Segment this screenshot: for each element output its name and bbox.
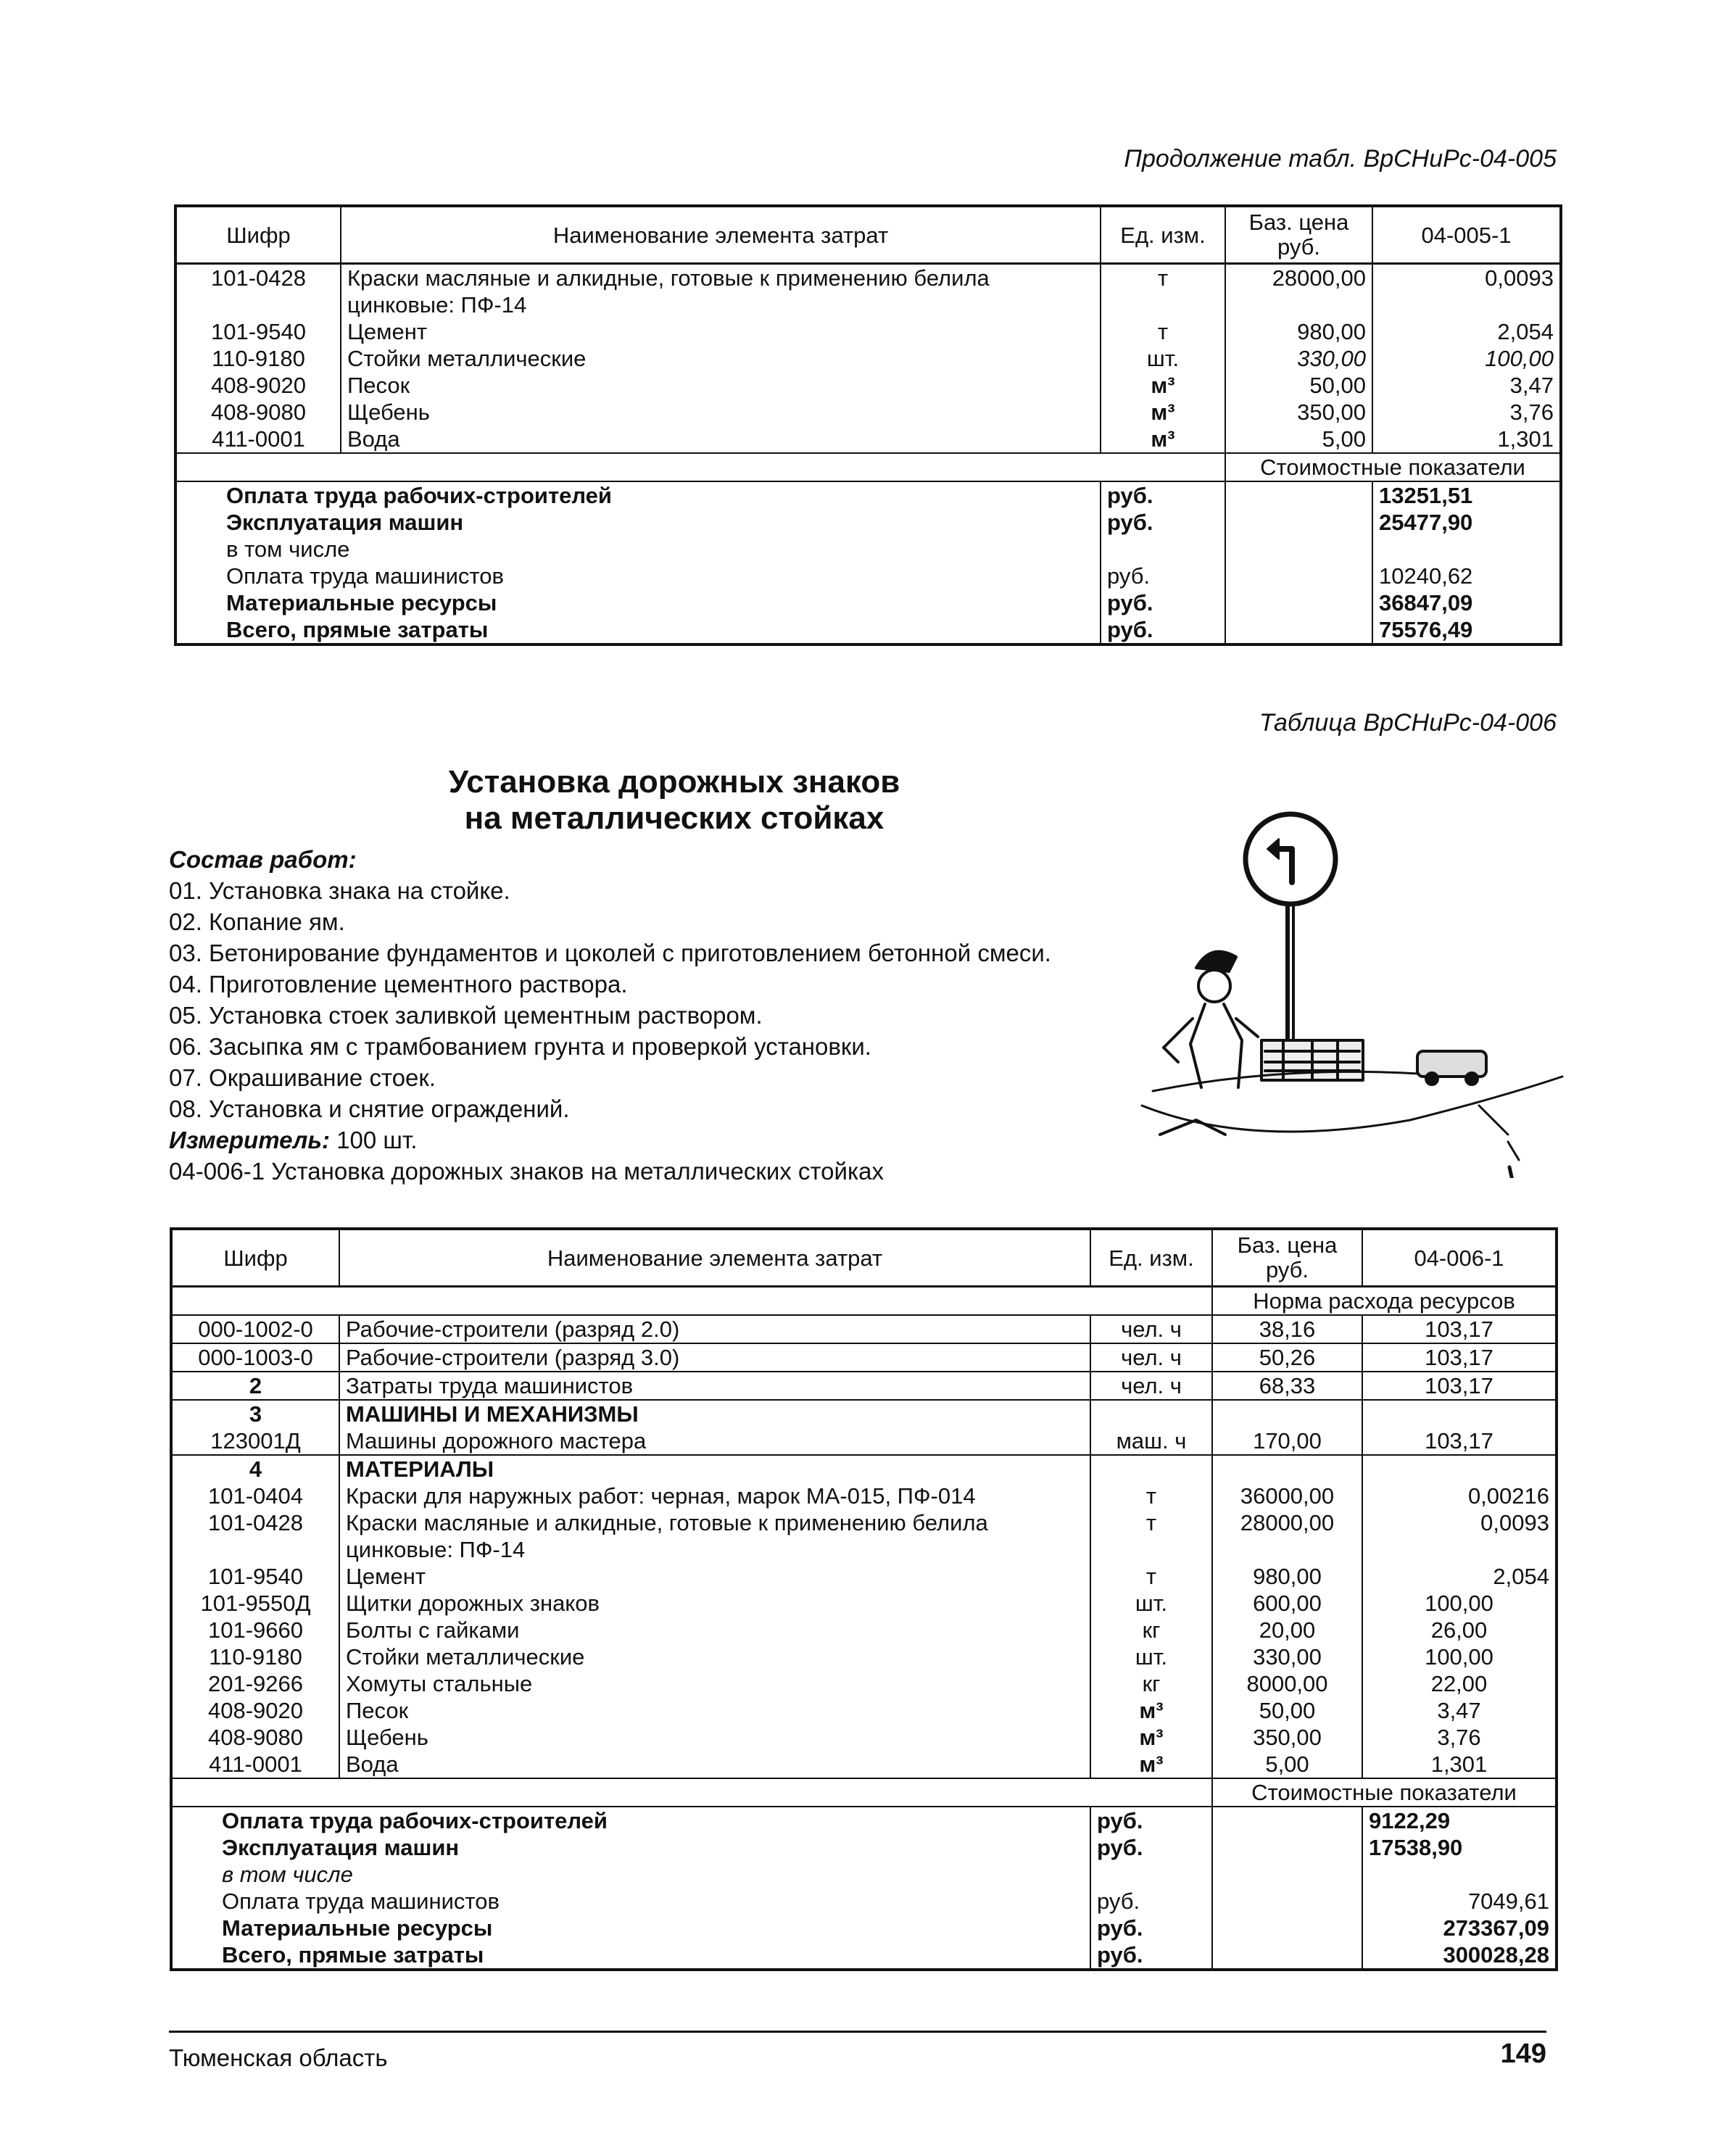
row-code: 201-9266 <box>171 1670 339 1697</box>
section-title <box>377 764 971 837</box>
col-name-header: Наименование элемента затрат <box>341 206 1101 264</box>
col-norm-header: 04-005-1 <box>1372 206 1561 264</box>
row-code: 408-9080 <box>175 399 341 426</box>
footer-region: Тюменская область <box>169 2044 388 2071</box>
cost-unit: руб. <box>1101 481 1225 509</box>
row-value: 103,17 <box>1362 1427 1557 1455</box>
row-value: 0,00216 <box>1362 1483 1557 1509</box>
row-unit: чел. ч <box>1090 1372 1212 1400</box>
measure-label: Измеритель: <box>169 1127 330 1153</box>
row-name: Вода <box>339 1751 1090 1778</box>
cost-row <box>171 1834 1557 1861</box>
row-price: 28000,00 <box>1212 1509 1362 1536</box>
row-price: 50,26 <box>1212 1343 1362 1372</box>
cost-name: Оплата труда машинистов <box>175 563 1101 589</box>
col-unit-header: Ед. изм. <box>1101 206 1225 264</box>
cost-empty <box>1212 1915 1362 1941</box>
table-row <box>175 291 1561 318</box>
cost-name: Оплата труда рабочих-строителей <box>175 481 1101 509</box>
cost-unit <box>1090 1861 1212 1888</box>
row-code: 408-9020 <box>171 1697 339 1724</box>
cost-empty <box>1212 1941 1362 1970</box>
cost-name: Оплата труда машинистов <box>171 1888 1090 1915</box>
row-name: Щитки дорожных знаков <box>339 1590 1090 1617</box>
row-name: Песок <box>339 1697 1090 1724</box>
row-name: МАТЕРИАЛЫ <box>339 1455 1090 1483</box>
row-unit: кг <box>1090 1670 1212 1697</box>
cost-empty <box>1212 1888 1362 1915</box>
cost-row <box>175 563 1561 589</box>
table1-header-row <box>175 206 1561 264</box>
row-name: Вода <box>341 426 1101 453</box>
cost-name: в том числе <box>175 536 1101 563</box>
col-norm-header: 04-006-1 <box>1362 1229 1557 1287</box>
row-code: 408-9080 <box>171 1724 339 1751</box>
row-value: 1,301 <box>1372 426 1561 453</box>
row-value: 3,47 <box>1372 372 1561 399</box>
cost-row <box>171 1941 1557 1970</box>
row-value <box>1362 1455 1557 1483</box>
row-name: Краски масляные и алкидные, готовые к применению белила <box>339 1509 1090 1536</box>
list-item: 04. Приготовление цементного раствора. <box>169 971 628 998</box>
cost-header: Стоимостные показатели <box>1225 453 1561 481</box>
row-price: 38,16 <box>1212 1315 1362 1343</box>
table-row <box>171 1590 1557 1617</box>
table-row <box>171 1751 1557 1778</box>
table-row <box>171 1563 1557 1590</box>
row-unit: т <box>1090 1509 1212 1536</box>
cost-unit: руб. <box>1090 1941 1212 1970</box>
row-name: цинковые: ПФ-14 <box>339 1536 1090 1563</box>
row-value: 100,00 <box>1362 1590 1557 1617</box>
operations-block <box>169 844 1051 1187</box>
row-code: 3 <box>171 1400 339 1427</box>
table-row <box>171 1724 1557 1751</box>
cost-value: 300028,28 <box>1362 1941 1557 1970</box>
page-number: 149 <box>1500 2039 1546 2069</box>
table1-caption: Продолжение табл. ВрСНиРс-04-005 <box>1124 145 1557 173</box>
cost-name: Оплата труда рабочих-строителей <box>171 1807 1090 1834</box>
row-value: 103,17 <box>1362 1372 1557 1400</box>
cost-empty <box>1212 1861 1362 1888</box>
row-unit: шт. <box>1101 345 1225 372</box>
table-row <box>171 1455 1557 1483</box>
row-value: 3,47 <box>1362 1697 1557 1724</box>
cost-empty <box>1225 563 1372 589</box>
table-row <box>175 264 1561 292</box>
table-row <box>171 1427 1557 1455</box>
col-price-header: Баз. цена руб. <box>1212 1229 1362 1287</box>
cost-value: 13251,51 <box>1372 481 1561 509</box>
cost-value: 273367,09 <box>1362 1915 1557 1941</box>
table-row <box>171 1617 1557 1643</box>
list-item: 07. Окрашивание стоек. <box>169 1064 436 1091</box>
measure-line <box>169 1124 1051 1156</box>
row-price <box>1212 1536 1362 1563</box>
row-price: 50,00 <box>1212 1697 1362 1724</box>
cost-unit <box>1101 536 1225 563</box>
cost-row <box>175 509 1561 536</box>
table-row <box>175 318 1561 345</box>
cost-row <box>171 1861 1557 1888</box>
row-name: Хомуты стальные <box>339 1670 1090 1697</box>
table-row <box>175 399 1561 426</box>
cost-row <box>175 481 1561 509</box>
cost-name: Всего, прямые затраты <box>171 1941 1090 1970</box>
row-value: 26,00 <box>1362 1617 1557 1643</box>
cost-row <box>175 536 1561 563</box>
table-row <box>175 372 1561 399</box>
cost-empty <box>1225 509 1372 536</box>
row-value <box>1372 291 1561 318</box>
row-code: 101-9660 <box>171 1617 339 1643</box>
row-unit: т <box>1101 264 1225 292</box>
cost-empty <box>1225 481 1372 509</box>
row-name: Стойки металлические <box>341 345 1101 372</box>
row-value: 3,76 <box>1372 399 1561 426</box>
row-unit: шт. <box>1090 1643 1212 1670</box>
cost-unit: руб. <box>1101 589 1225 616</box>
cost-header-spacer <box>175 453 1225 481</box>
worker-head <box>1198 970 1230 1002</box>
row-unit: чел. ч <box>1090 1343 1212 1372</box>
cost-header-row <box>171 1778 1557 1807</box>
row-price: 5,00 <box>1225 426 1372 453</box>
row-name: Машины дорожного мастера <box>339 1427 1090 1455</box>
col-name-header: Наименование элемента затрат <box>339 1229 1090 1287</box>
cost-row <box>175 616 1561 644</box>
table-row <box>171 1697 1557 1724</box>
cost-row <box>171 1807 1557 1834</box>
row-code: 2 <box>171 1372 339 1400</box>
table-row <box>171 1670 1557 1697</box>
row-name: Цемент <box>339 1563 1090 1590</box>
row-price: 8000,00 <box>1212 1670 1362 1697</box>
row-unit <box>1090 1455 1212 1483</box>
col-code-header: Шифр <box>171 1229 339 1287</box>
cost-value: 10240,62 <box>1372 563 1561 589</box>
row-name: Песок <box>341 372 1101 399</box>
cost-unit: руб. <box>1090 1807 1212 1834</box>
row-code <box>171 1536 339 1563</box>
col-code-header: Шифр <box>175 206 341 264</box>
row-name: Рабочие-строители (разряд 3.0) <box>339 1343 1090 1372</box>
cost-unit: руб. <box>1101 509 1225 536</box>
table-row <box>171 1315 1557 1343</box>
row-name: Краски для наружных работ: черная, марок МА-015, ПФ-014 <box>339 1483 1090 1509</box>
row-code: 101-0428 <box>175 264 341 292</box>
cost-name: Материальные ресурсы <box>175 589 1101 616</box>
table-row <box>171 1343 1557 1372</box>
row-name: Рабочие-строители (разряд 2.0) <box>339 1315 1090 1343</box>
row-unit <box>1090 1536 1212 1563</box>
row-unit: м³ <box>1101 399 1225 426</box>
measure-value: 100 шт. <box>336 1127 418 1153</box>
row-price: 68,33 <box>1212 1372 1362 1400</box>
operations-heading: Состав работ: <box>169 846 357 873</box>
row-unit: маш. ч <box>1090 1427 1212 1455</box>
row-unit: м³ <box>1101 426 1225 453</box>
cost-value <box>1362 1861 1557 1888</box>
list-item: 01. Установка знака на стойке. <box>169 877 510 904</box>
row-value: 1,301 <box>1362 1751 1557 1778</box>
cost-empty <box>1212 1834 1362 1861</box>
row-code: 411-0001 <box>175 426 341 453</box>
cost-name: Эксплуатация машин <box>175 509 1101 536</box>
cost-value: 36847,09 <box>1372 589 1561 616</box>
table-row <box>171 1643 1557 1670</box>
cost-header-row <box>175 453 1561 481</box>
row-price <box>1225 291 1372 318</box>
item-line: 04-006-1 Установка дорожных знаков на металлических стойках <box>169 1158 884 1185</box>
row-value: 100,00 <box>1372 345 1561 372</box>
row-unit: кг <box>1090 1617 1212 1643</box>
cost-value: 75576,49 <box>1372 616 1561 644</box>
cost-header: Стоимостные показатели <box>1212 1778 1557 1807</box>
cost-unit: руб. <box>1090 1915 1212 1941</box>
row-name: Щебень <box>341 399 1101 426</box>
table-row <box>175 426 1561 453</box>
col-price-header: Баз. цена руб. <box>1225 206 1372 264</box>
row-name: Затраты труда машинистов <box>339 1372 1090 1400</box>
row-name: МАШИНЫ И МЕХАНИЗМЫ <box>339 1400 1090 1427</box>
row-code: 123001Д <box>171 1427 339 1455</box>
norm-header: Норма расхода ресурсов <box>1212 1287 1557 1316</box>
row-code: 101-9550Д <box>171 1590 339 1617</box>
row-value: 0,0093 <box>1372 264 1561 292</box>
list-item: 02. Копание ям. <box>169 908 345 935</box>
section-title-line2: на металлических стойках <box>464 800 884 836</box>
row-name: Цемент <box>341 318 1101 345</box>
table2 <box>170 1227 1558 1971</box>
cost-value: 25477,90 <box>1372 509 1561 536</box>
row-price: 330,00 <box>1225 345 1372 372</box>
row-unit: т <box>1090 1483 1212 1509</box>
table-row <box>171 1536 1557 1563</box>
row-price <box>1212 1455 1362 1483</box>
row-value: 0,0093 <box>1362 1509 1557 1536</box>
row-code: 110-9180 <box>171 1643 339 1670</box>
car-icon <box>1417 1051 1486 1077</box>
cost-row <box>171 1888 1557 1915</box>
cost-name: Эксплуатация машин <box>171 1834 1090 1861</box>
cost-name: в том числе <box>171 1861 1090 1888</box>
row-unit: м³ <box>1090 1751 1212 1778</box>
cost-unit: руб. <box>1101 563 1225 589</box>
row-unit: м³ <box>1090 1697 1212 1724</box>
table-row <box>171 1483 1557 1509</box>
row-price: 980,00 <box>1212 1563 1362 1590</box>
row-price: 50,00 <box>1225 372 1372 399</box>
cost-empty <box>1225 589 1372 616</box>
table-row <box>171 1400 1557 1427</box>
row-name: Щебень <box>339 1724 1090 1751</box>
row-code: 411-0001 <box>171 1751 339 1778</box>
table2-header-row <box>171 1229 1557 1287</box>
row-unit: шт. <box>1090 1590 1212 1617</box>
cost-row <box>175 589 1561 616</box>
cost-unit: руб. <box>1090 1834 1212 1861</box>
row-code: 000-1002-0 <box>171 1315 339 1343</box>
list-item: 05. Установка стоек заливкой цементным раствором. <box>169 1002 763 1029</box>
row-value: 103,17 <box>1362 1315 1557 1343</box>
row-value: 2,054 <box>1372 318 1561 345</box>
row-unit <box>1101 291 1225 318</box>
row-price: 20,00 <box>1212 1617 1362 1643</box>
row-name: Болты с гайками <box>339 1617 1090 1643</box>
row-price: 350,00 <box>1212 1724 1362 1751</box>
list-item: 06. Засыпка ям с трамбованием грунта и проверкой установки. <box>169 1033 871 1060</box>
row-name: Стойки металлические <box>339 1643 1090 1670</box>
norm-header-spacer <box>171 1287 1212 1316</box>
row-unit: м³ <box>1090 1724 1212 1751</box>
table1 <box>174 204 1562 646</box>
cost-empty <box>1225 536 1372 563</box>
row-price: 36000,00 <box>1212 1483 1362 1509</box>
row-code: 408-9020 <box>175 372 341 399</box>
row-value: 3,76 <box>1362 1724 1557 1751</box>
list-item: 03. Бетонирование фундаментов и цоколей с приготовлением бетонной смеси. <box>169 940 1051 966</box>
row-price <box>1212 1400 1362 1427</box>
row-price: 980,00 <box>1225 318 1372 345</box>
row-unit: м³ <box>1101 372 1225 399</box>
cost-unit: руб. <box>1090 1888 1212 1915</box>
row-price: 330,00 <box>1212 1643 1362 1670</box>
row-value: 22,00 <box>1362 1670 1557 1697</box>
row-value: 100,00 <box>1362 1643 1557 1670</box>
cost-value: 9122,29 <box>1362 1807 1557 1834</box>
table-row <box>175 345 1561 372</box>
row-value: 2,054 <box>1362 1563 1557 1590</box>
footer-divider <box>169 2031 1546 2033</box>
cost-empty <box>1225 616 1372 644</box>
row-unit <box>1090 1400 1212 1427</box>
row-value <box>1362 1400 1557 1427</box>
table-row <box>171 1372 1557 1400</box>
row-code <box>175 291 341 318</box>
list-item: 08. Установка и снятие ограждений. <box>169 1095 570 1122</box>
cost-row <box>171 1915 1557 1941</box>
row-code: 101-0404 <box>171 1483 339 1509</box>
row-price: 28000,00 <box>1225 264 1372 292</box>
cost-header-spacer <box>171 1778 1212 1807</box>
row-code: 101-0428 <box>171 1509 339 1536</box>
row-value: 103,17 <box>1362 1343 1557 1372</box>
row-name: Краски масляные и алкидные, готовые к применению белила <box>341 264 1101 292</box>
row-price: 170,00 <box>1212 1427 1362 1455</box>
cost-value <box>1372 536 1561 563</box>
cost-name: Материальные ресурсы <box>171 1915 1090 1941</box>
table2-caption: Таблица ВрСНиРс-04-006 <box>1259 709 1557 737</box>
row-price: 600,00 <box>1212 1590 1362 1617</box>
road-sign-illustration <box>1138 801 1573 1178</box>
row-unit: т <box>1090 1563 1212 1590</box>
row-unit: т <box>1101 318 1225 345</box>
row-code: 4 <box>171 1455 339 1483</box>
worker-cap <box>1196 952 1236 971</box>
cost-value: 17538,90 <box>1362 1834 1557 1861</box>
row-price: 350,00 <box>1225 399 1372 426</box>
section-title-line1: Установка дорожных знаков <box>448 764 900 800</box>
row-code: 101-9540 <box>171 1563 339 1590</box>
norm-header-row <box>171 1287 1557 1316</box>
row-value <box>1362 1536 1557 1563</box>
cost-empty <box>1212 1807 1362 1834</box>
row-unit: чел. ч <box>1090 1315 1212 1343</box>
row-price: 5,00 <box>1212 1751 1362 1778</box>
cost-name: Всего, прямые затраты <box>175 616 1101 644</box>
worker-body <box>1164 1004 1258 1087</box>
row-code: 000-1003-0 <box>171 1343 339 1372</box>
row-name: цинковые: ПФ-14 <box>341 291 1101 318</box>
col-unit-header: Ед. изм. <box>1090 1229 1212 1287</box>
table-row <box>171 1509 1557 1536</box>
cost-unit: руб. <box>1101 616 1225 644</box>
row-code: 110-9180 <box>175 345 341 372</box>
cost-value: 7049,61 <box>1362 1888 1557 1915</box>
row-code: 101-9540 <box>175 318 341 345</box>
